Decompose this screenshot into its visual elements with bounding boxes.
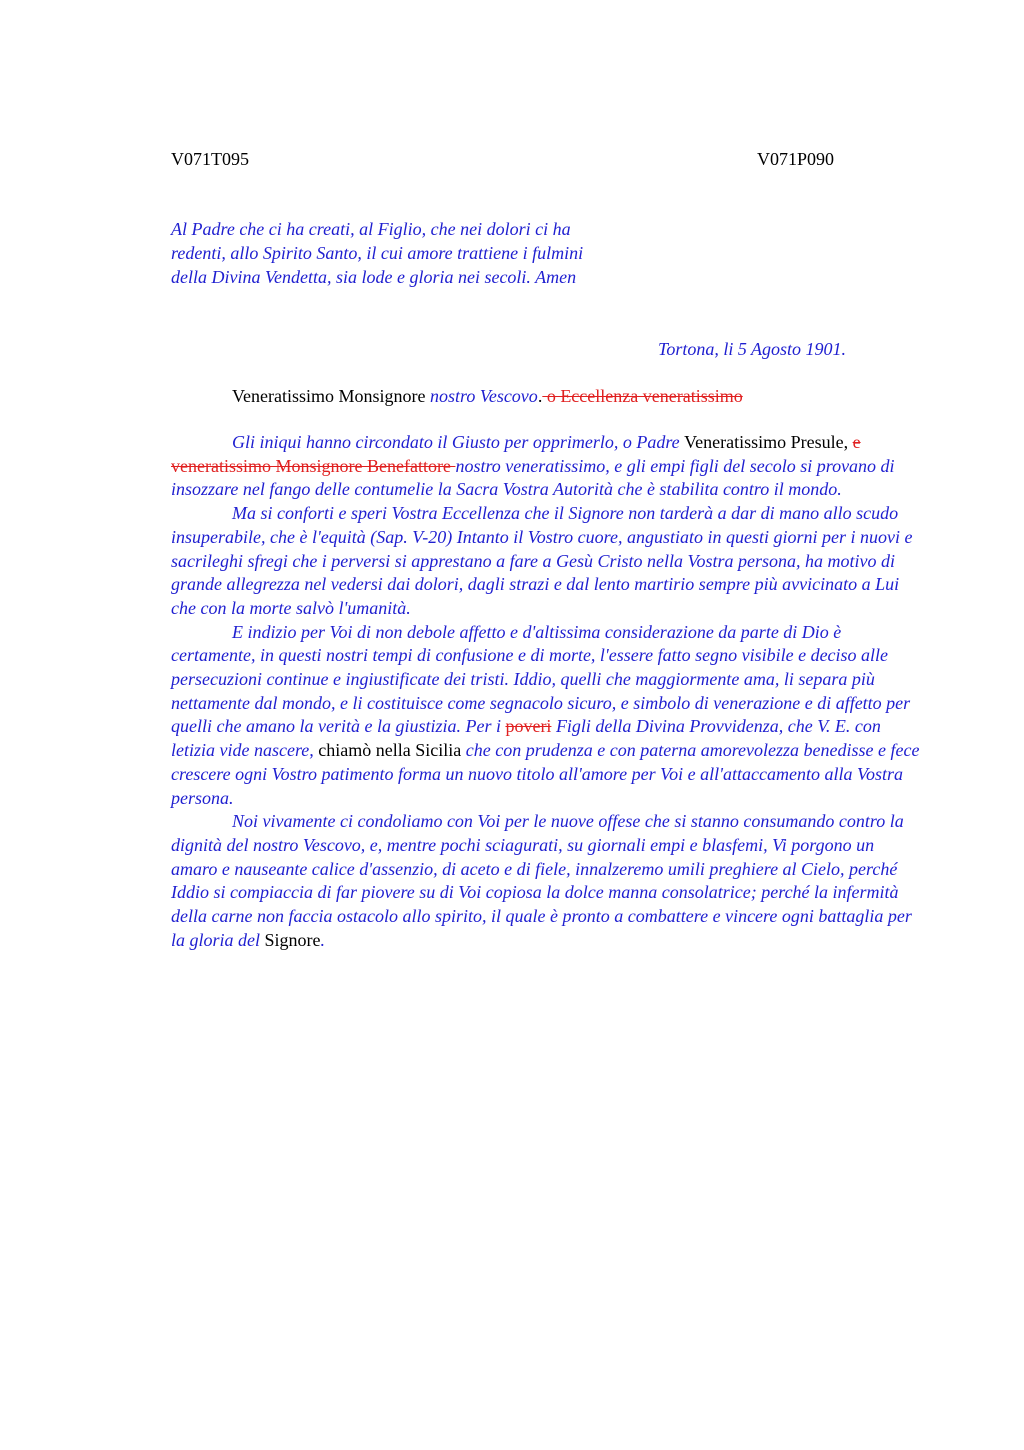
- paragraph-3: [171, 621, 923, 811]
- document-code-right: V071P090: [757, 149, 835, 169]
- paragraph-1-deletion: e veneratissimo Monsignore Benefattore: [171, 432, 861, 476]
- dedication: Al Padre che ci ha creati, al Figlio, che nei dolori ci ha redenti, allo Spirito Santo, il cui amore trattiene i fulmini della Divina Vendetta, sia lode e gloria nei secoli. Amen: [171, 219, 584, 287]
- paragraph-3-insertion-c: che con prudenza e con paterna amorevolezza benedisse e fece crescere ogni Vostro patimento forma un nuovo titolo all'amore per Voi e all'attaccamento alla Vostra persona.: [171, 740, 920, 808]
- paragraph-2: [171, 502, 923, 621]
- salutation-period: .: [537, 386, 543, 406]
- paragraph-4-insertion: Noi vivamente ci condoliamo con Voi per le nuove offese che si stanno consumando contro la dignità del nostro Vescovo, e, mentre pochi sciagurati, su giornali empi e blasfemi, Vi porgono un amaro e nauseante calice d'assenzio, di aceto e di fiele, innalzeremo umili preghiere al Cielo, perché Iddio si compiaccia di far piovere su di Voi copiosa la dolce manna consolatrice; perché la infermità della carne non faccia ostacolo allo spirito, il quale è pronto a combattere e vincere ogni battaglia per la gloria del: [171, 811, 912, 950]
- salutation-original: Veneratissimo Monsignore: [232, 386, 430, 406]
- salutation-insertion: nostro Vescovo: [429, 386, 538, 406]
- paragraph-4-period: .: [320, 929, 325, 950]
- paragraph-4-original: Signore: [264, 929, 321, 950]
- paragraph-3-deletion: poveri: [505, 716, 552, 737]
- document-code-left: V071T095: [171, 149, 249, 169]
- paragraph-1-original: Veneratissimo Presule,: [684, 432, 853, 452]
- paragraph-3-insertion-a: E indizio per Voi di non debole affetto e d'altissima considerazione da parte di Dio è certamente, in questi nostri tempi di confusione e di morte, l'essere fatto segno visibile e deciso alle persecuzioni continue e ingiustificate dei tristi. Iddio, quelli che maggiormente ama, li separa più nettamente dal mondo, e li costituisce come segnacolo sicuro, e simbolo di venerazione e di affetto per quelli che amano la verità e la giustizia. Per i: [171, 621, 911, 737]
- paragraph-1: [171, 431, 923, 502]
- paragraph-1-insertion-a: Gli iniqui hanno circondato il Giusto per opprimerlo, o Padre: [232, 432, 685, 452]
- dateline: [658, 337, 846, 361]
- letter-body: [171, 431, 923, 952]
- paragraph-2-insertion: Ma si conforti e speri Vostra Eccellenza che il Signore non tarderà a dar di mano allo scudo insuperabile, che è l'equità (Sap. V-20) Intanto il Vostro cuore, angustiato in questi giorni per i nuovi e sacrileghi sfregi che i perversi si apprestano a fare a Gesù Cristo nella Vostra persona, ha motivo di grande allegrezza nel vedersi dai dolori, dagli strazi e dal lento martirio sempre più avvicinato a Lui che con la morte salvò l'umanità.: [171, 503, 913, 618]
- dateline-period: .: [841, 339, 847, 359]
- paragraph-4: [171, 810, 923, 952]
- salutation: [232, 384, 743, 408]
- paragraph-3-insertion-b: Figli della Divina Provvidenza, che V. E. con letizia vide nascere,: [171, 716, 881, 761]
- salutation-deletion: o Eccellenza veneratissimo: [542, 386, 743, 406]
- paragraph-3-original: chiamò nella Sicilia: [318, 740, 466, 761]
- paragraph-1-insertion-b: nostro veneratissimo, e gli empi figli del secolo si provano di insozzare nel fango delle contumelie la Sacra Vostra Autorità che è stabilita contro il mondo.: [171, 455, 895, 500]
- dateline-text: Tortona, li 5 Agosto 1901: [658, 339, 842, 359]
